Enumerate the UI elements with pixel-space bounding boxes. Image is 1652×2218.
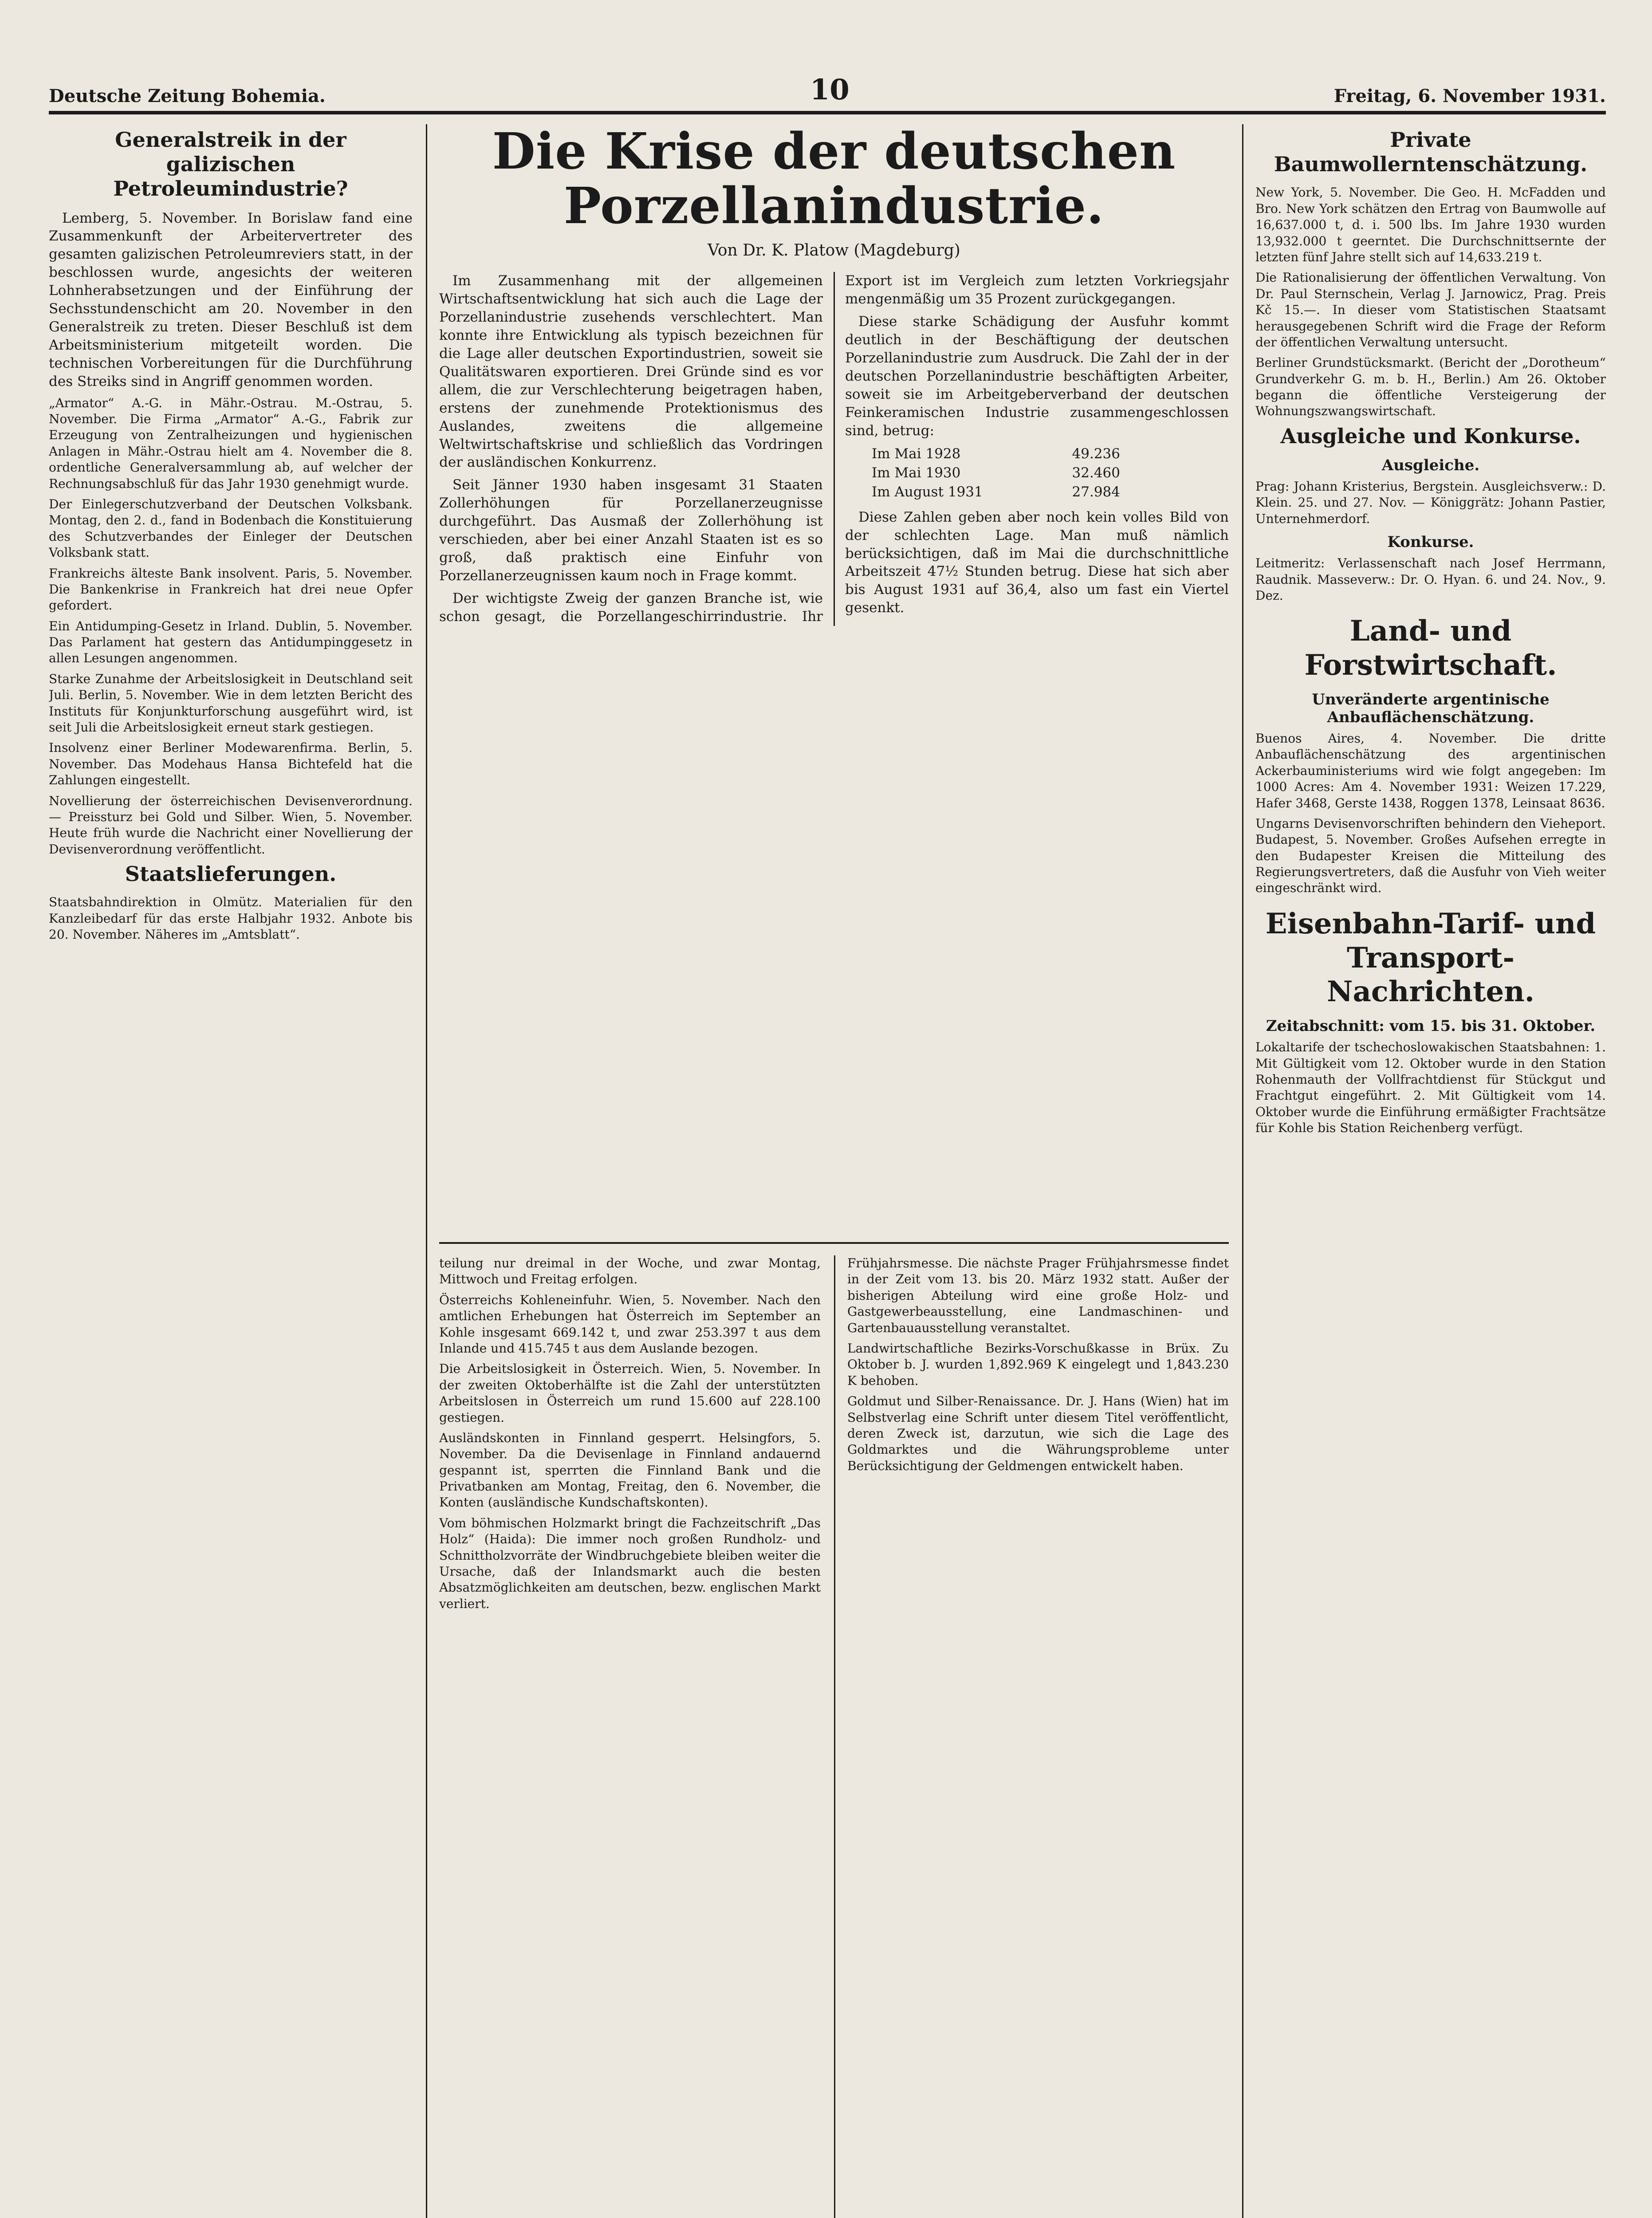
article-text: Berliner Grundstücksmarkt. (Bericht der „Dorotheum“ Grundverkehr G. m. b. H., Berlin.) Am 26. Oktober begann die öffentliche Versteigerung der Wohnungszwangswirtschaft.	[1255, 355, 1606, 419]
article-text: Staatsbahndirektion in Olmütz. Materialien für den Kanzleibedarf für das erste Halbjahr 1932. Anbote bis 20. November. Näheres im „Amtsblatt“.	[49, 895, 413, 942]
worker-statistics	[872, 444, 1229, 502]
article-text: Buenos Aires, 4. November. Die dritte Anbauflächenschätzung des argentinischen Ackerbauministeriums wird wie folgt angegeben: Im 1000 Acres: Am 4. November 1931: Weizen 17.229, Hafer 3468, Gerste 1438, Roggen 1378, Leinsaat 8636.	[1255, 731, 1606, 810]
article-text: Vom böhmischen Holzmarkt bringt die Fachzeitschrift „Das Holz“ (Haida): Die immer noch großen Rundholz- und Schnittholzvorräte der Windbruchgebiete bleiben weiter die Ursache, daß der Inlandsmarkt auch die besten Absatzmöglichkeiten am deutschen, bezw. englischen Markt verliert.	[439, 1515, 821, 1611]
article-text: Die Arbeitslosigkeit in Österreich. Wien, 5. November. In der zweiten Oktoberhälfte ist die Zahl der unterstützten Arbeitslosen in Österreich um rund 15.600 auf 228.100 gestiegen.	[439, 1361, 821, 1425]
article-text: Lemberg, 5. November. In Borislaw fand eine Zusammenkunft der Arbeitervertreter des gesamten galizischen Petroleumreviers statt, in der beschlossen wurde, angesichts der weiteren Lohnherabsetzungen und der Einführung der Sechsstundenschicht am 20. November in den Generalstreik zu treten. Dieser Beschluß ist dem Arbeitsministerium mitgeteilt worden. Die technischen Vorbereitungen für die Durchführung des Streiks sind in Angriff genommen worden.	[49, 210, 413, 389]
main-article-body	[439, 272, 1229, 625]
stat-row: Im August 1931 27.984	[872, 484, 1120, 500]
headline-petroleum-strike: Generalstreik in der galizischen Petroleumindustrie?	[113, 128, 348, 201]
page-number: 10	[810, 73, 850, 106]
headline-cotton: Private Baumwollerntenschätzung.	[1274, 128, 1588, 177]
article-text: teilung nur dreimal in der Woche, und zwar Montag, Mittwoch und Freitag erfolgen.	[439, 1256, 821, 1287]
main-article	[439, 124, 1229, 1233]
article-text: Österreichs Kohleneinfuhr. Wien, 5. November. Nach den amtlichen Erhebungen hat Österreich im September an Kohle insgesamt 669.142 t, und zwar 253.397 t aus dem Inlande und 415.745 t aus dem Auslande bezogen.	[439, 1292, 821, 1356]
article-text: Insolvenz einer Berliner Modewarenfirma. Berlin, 5. November. Das Modehaus Hansa Bichtefeld hat die Zahlungen eingestellt.	[49, 740, 413, 788]
stat-row: Im Mai 1928 49.236	[872, 445, 1120, 462]
article-text: Der Einlegerschutzverband der Deutschen Volksbank. Montag, den 2. d., fand in Bodenbach die Konstituierung des Schutzverbandes der Einleger der Deutschen Volksbank statt.	[49, 496, 413, 560]
column-divider	[834, 1255, 835, 2218]
column-divider	[426, 124, 427, 2218]
section-headline-railway: Eisenbahn-Tarif- und Transport-Nachrichten.	[1265, 907, 1596, 1009]
subhead-period: Zeitabschnitt: vom 15. bis 31. Oktober.	[1266, 1017, 1596, 1035]
subhead-konkurse: Konkurse.	[1387, 533, 1474, 551]
article-text: Starke Zunahme der Arbeitslosigkeit in Deutschland seit Juli. Berlin, 5. November. Wie in dem letzten Bericht des Instituts für Konjunkturforschung ausgeführt wird, ist seit Juli die Arbeitslosigkeit erneut stark gestiegen.	[49, 671, 413, 735]
masthead-paper-name: Deutsche Zeitung Bohemia.	[49, 86, 326, 106]
column-2b	[847, 1255, 1229, 2218]
article-text: Der wichtigste Zweig der ganzen Branche ist, wie schon gesagt, die Porzellangeschirrindustrie. Ihr Export ist im Vergleich zum letzten Vorkriegsjahr mengenmäßig um 35 Prozent zurückgegangen.	[439, 273, 1229, 625]
newspaper-page	[49, 67, 1606, 2218]
masthead-date: Freitag, 6. November 1931.	[1333, 86, 1606, 106]
byline: Von Dr. K. Platow (Magdeburg)	[708, 241, 960, 260]
article-text: Ausländskonten in Finnland gesperrt. Helsingfors, 5. November. Da die Devisenlage in Finnland andauernd gespannt ist, sperrten die Finnland Bank und die Privatbanken am Montag, Freitag, den 6. November, die Konten (ausländische Kundschaftskonten).	[439, 1430, 821, 1510]
article-text: Die Rationalisierung der öffentlichen Verwaltung. Von Dr. Paul Sternschein, Verlag J. Jarnowicz, Prag. Preis Kč 15.—. In dieser vom Statistischen Staatsamt herausgegebenen Schrift wird die Frage der Reform der öffentlichen Verwaltung untersucht.	[1255, 270, 1606, 350]
subhead-ausgleiche: Ausgleiche.	[1381, 456, 1480, 475]
article-text: Im Zusammenhang mit der allgemeinen Wirtschaftsentwicklung hat sich auch die Lage der Porzellanindustrie zusehends verschlechtert. Man konnte ihre Entwicklung als typisch bezeichnen für die Lage aller deutschen Exportindustrien, soweit sie Qualitätswaren exportieren. Drei Gründe sind es vor allem, die zur Verschlechterung beigetragen haben, erstens der zunehmende Protektionismus des Auslandes, zweitens die allgemeine Weltwirtschaftskrise und schließlich das Vordringen der ausländischen Konkurrenz.	[439, 273, 823, 471]
article-text: „Armator“ A.-G. in Mähr.-Ostrau. M.-Ostrau, 5. November. Die Firma „Armator“ A.-G., Fabrik zur Erzeugung von Zentralheizungen und hygienischen Anlagen in Mähr.-Ostrau hielt am 4. November die 8. ordentliche Generalversammlung ab, auf welcher der Rechnungsabschluß für das Jahr 1930 genehmigt wurde.	[49, 395, 413, 491]
section-headline-agriculture: Land- und Forstwirtschaft.	[1304, 614, 1557, 682]
article-text: Frankreichs älteste Bank insolvent. Paris, 5. November. Die Bankenkrise in Frankreich hat drei neue Opfer gefordert.	[49, 566, 413, 613]
masthead-rule	[49, 111, 1606, 114]
article-text: Diese starke Schädigung der Ausfuhr kommt deutlich in der Beschäftigung der deutschen Porzellanindustrie zum Ausdruck. Die Zahl der in der deutschen Porzellanindustrie beschäftigten Arbeiter, soweit sie im Arbeitgeberverband der deutschen Feinkeramischen Industrie zusammengeschlossen sind, betrug:	[845, 314, 1229, 439]
article-text: Frühjahrsmesse. Die nächste Prager Frühjahrsmesse findet in der Zeit vom 13. bis 20. März 1932 statt. Außer der bisherigen Abteilung wird eine große Holz- und Gastgewerbeausstellung, eine Landmaschinen- und Gartenbauausstellung veranstaltet.	[847, 1256, 1229, 1335]
main-headline: Die Krise der deutschen Porzellanindustrie.	[492, 124, 1176, 236]
subhead-argentina: Unveränderte argentinische Anbauflächenschätzung.	[1312, 690, 1550, 726]
article-text: Seit Jänner 1930 haben insgesamt 31 Staaten Zollerhöhungen für Porzellanerzeugnisse durchgeführt. Das Ausmaß der Zollerhöhung ist verschieden, aber bei einer Anzahl Staaten ist es so groß, daß praktisch eine Einfuhr von Porzellanerzeugnissen kaum noch in Frage kommt.	[439, 477, 823, 584]
column-2a	[439, 1255, 821, 2218]
headline-ausgleiche: Ausgleiche und Konkurse.	[1280, 424, 1581, 448]
column-1	[49, 124, 413, 2218]
column-4	[1255, 124, 1606, 2218]
article-text: Ein Antidumping-Gesetz in Irland. Dublin, 5. November. Das Parlament hat gestern das Antidumpinggesetz in allen Lesungen angenommen.	[49, 618, 413, 666]
column-divider	[1242, 124, 1243, 2218]
article-text: Leitmeritz: Verlassenschaft nach Josef Herrmann, Raudnik. Masseverw.: Dr. O. Hyan. 6. und 24. Nov., 9. Dez.	[1255, 556, 1606, 603]
article-text: Prag: Johann Kristerius, Bergstein. Ausgleichsverw.: D. Klein. 25. und 27. Nov. — Königgrätz: Johann Pastier, Unternehmerdorf.	[1255, 479, 1606, 526]
article-text: Diese Zahlen geben aber noch kein volles Bild von der schlechten Lage. Man muß nämlich berücksichtigen, daß im Mai die durchschnittliche Arbeitszeit 47½ Stunden betrug. Diese hat sich aber bis August 1931 auf 36,4, also um fast ein Viertel gesenkt.	[845, 509, 1229, 616]
article-text: Novellierung der österreichischen Devisenverordnung. — Preissturz bei Gold und Silber. Wien, 5. November. Heute früh wurde die Nachricht einer Novellierung der Devisenverordnung veröffentlicht.	[49, 793, 413, 857]
article-end-rule	[439, 1242, 1229, 1244]
article-text: Landwirtschaftliche Bezirks-Vorschußkasse in Brüx. Zu Oktober b. J. wurden 1,892.969 K eingelegt und 1,843.230 K behoben.	[847, 1341, 1229, 1388]
article-text: Ungarns Devisenvorschriften behindern den Vieheport. Budapest, 5. November. Großes Aufsehen erregte in den Budapester Kreisen die Mitteilung des Regierungsvertreters, daß die Ausfuhr von Vieh weiter eingeschränkt wird.	[1255, 816, 1606, 896]
headline-staatslieferungen: Staatslieferungen.	[125, 862, 337, 886]
article-text: New York, 5. November. Die Geo. H. McFadden und Bro. New York schätzen den Ertrag von Baumwolle auf 16,637.000 t, d. i. 500 lbs. Im Jahre 1930 wurden 13,932.000 t geerntet. Die Durchschnittsernte der letzten fünf Jahre stellt sich auf 14,633.219 t.	[1255, 185, 1606, 264]
stat-row: Im Mai 1930 32.460	[872, 464, 1120, 481]
article-text: Lokaltarife der tschechoslowakischen Staatsbahnen: 1. Mit Gültigkeit vom 12. Oktober wurde in den Station Rohenmauth der Vollfrachtdienst für Stückgut und Frachtgut eingeführt. 2. Mit Gültigkeit vom 14. Oktober wurde die Einführung ermäßigter Frachtsätze für Kohle bis Station Reichenberg verfügt.	[1255, 1040, 1606, 1136]
masthead	[49, 67, 1606, 106]
article-text: Goldmut und Silber-Renaissance. Dr. J. Hans (Wien) hat im Selbstverlag eine Schrift unter diesem Titel veröffentlicht, deren Zweck ist, darzutun, wie sich die Lage des Goldmarktes und die Währungsprobleme unter Berücksichtigung der Geldmengen entwickelt haben.	[847, 1394, 1229, 1473]
